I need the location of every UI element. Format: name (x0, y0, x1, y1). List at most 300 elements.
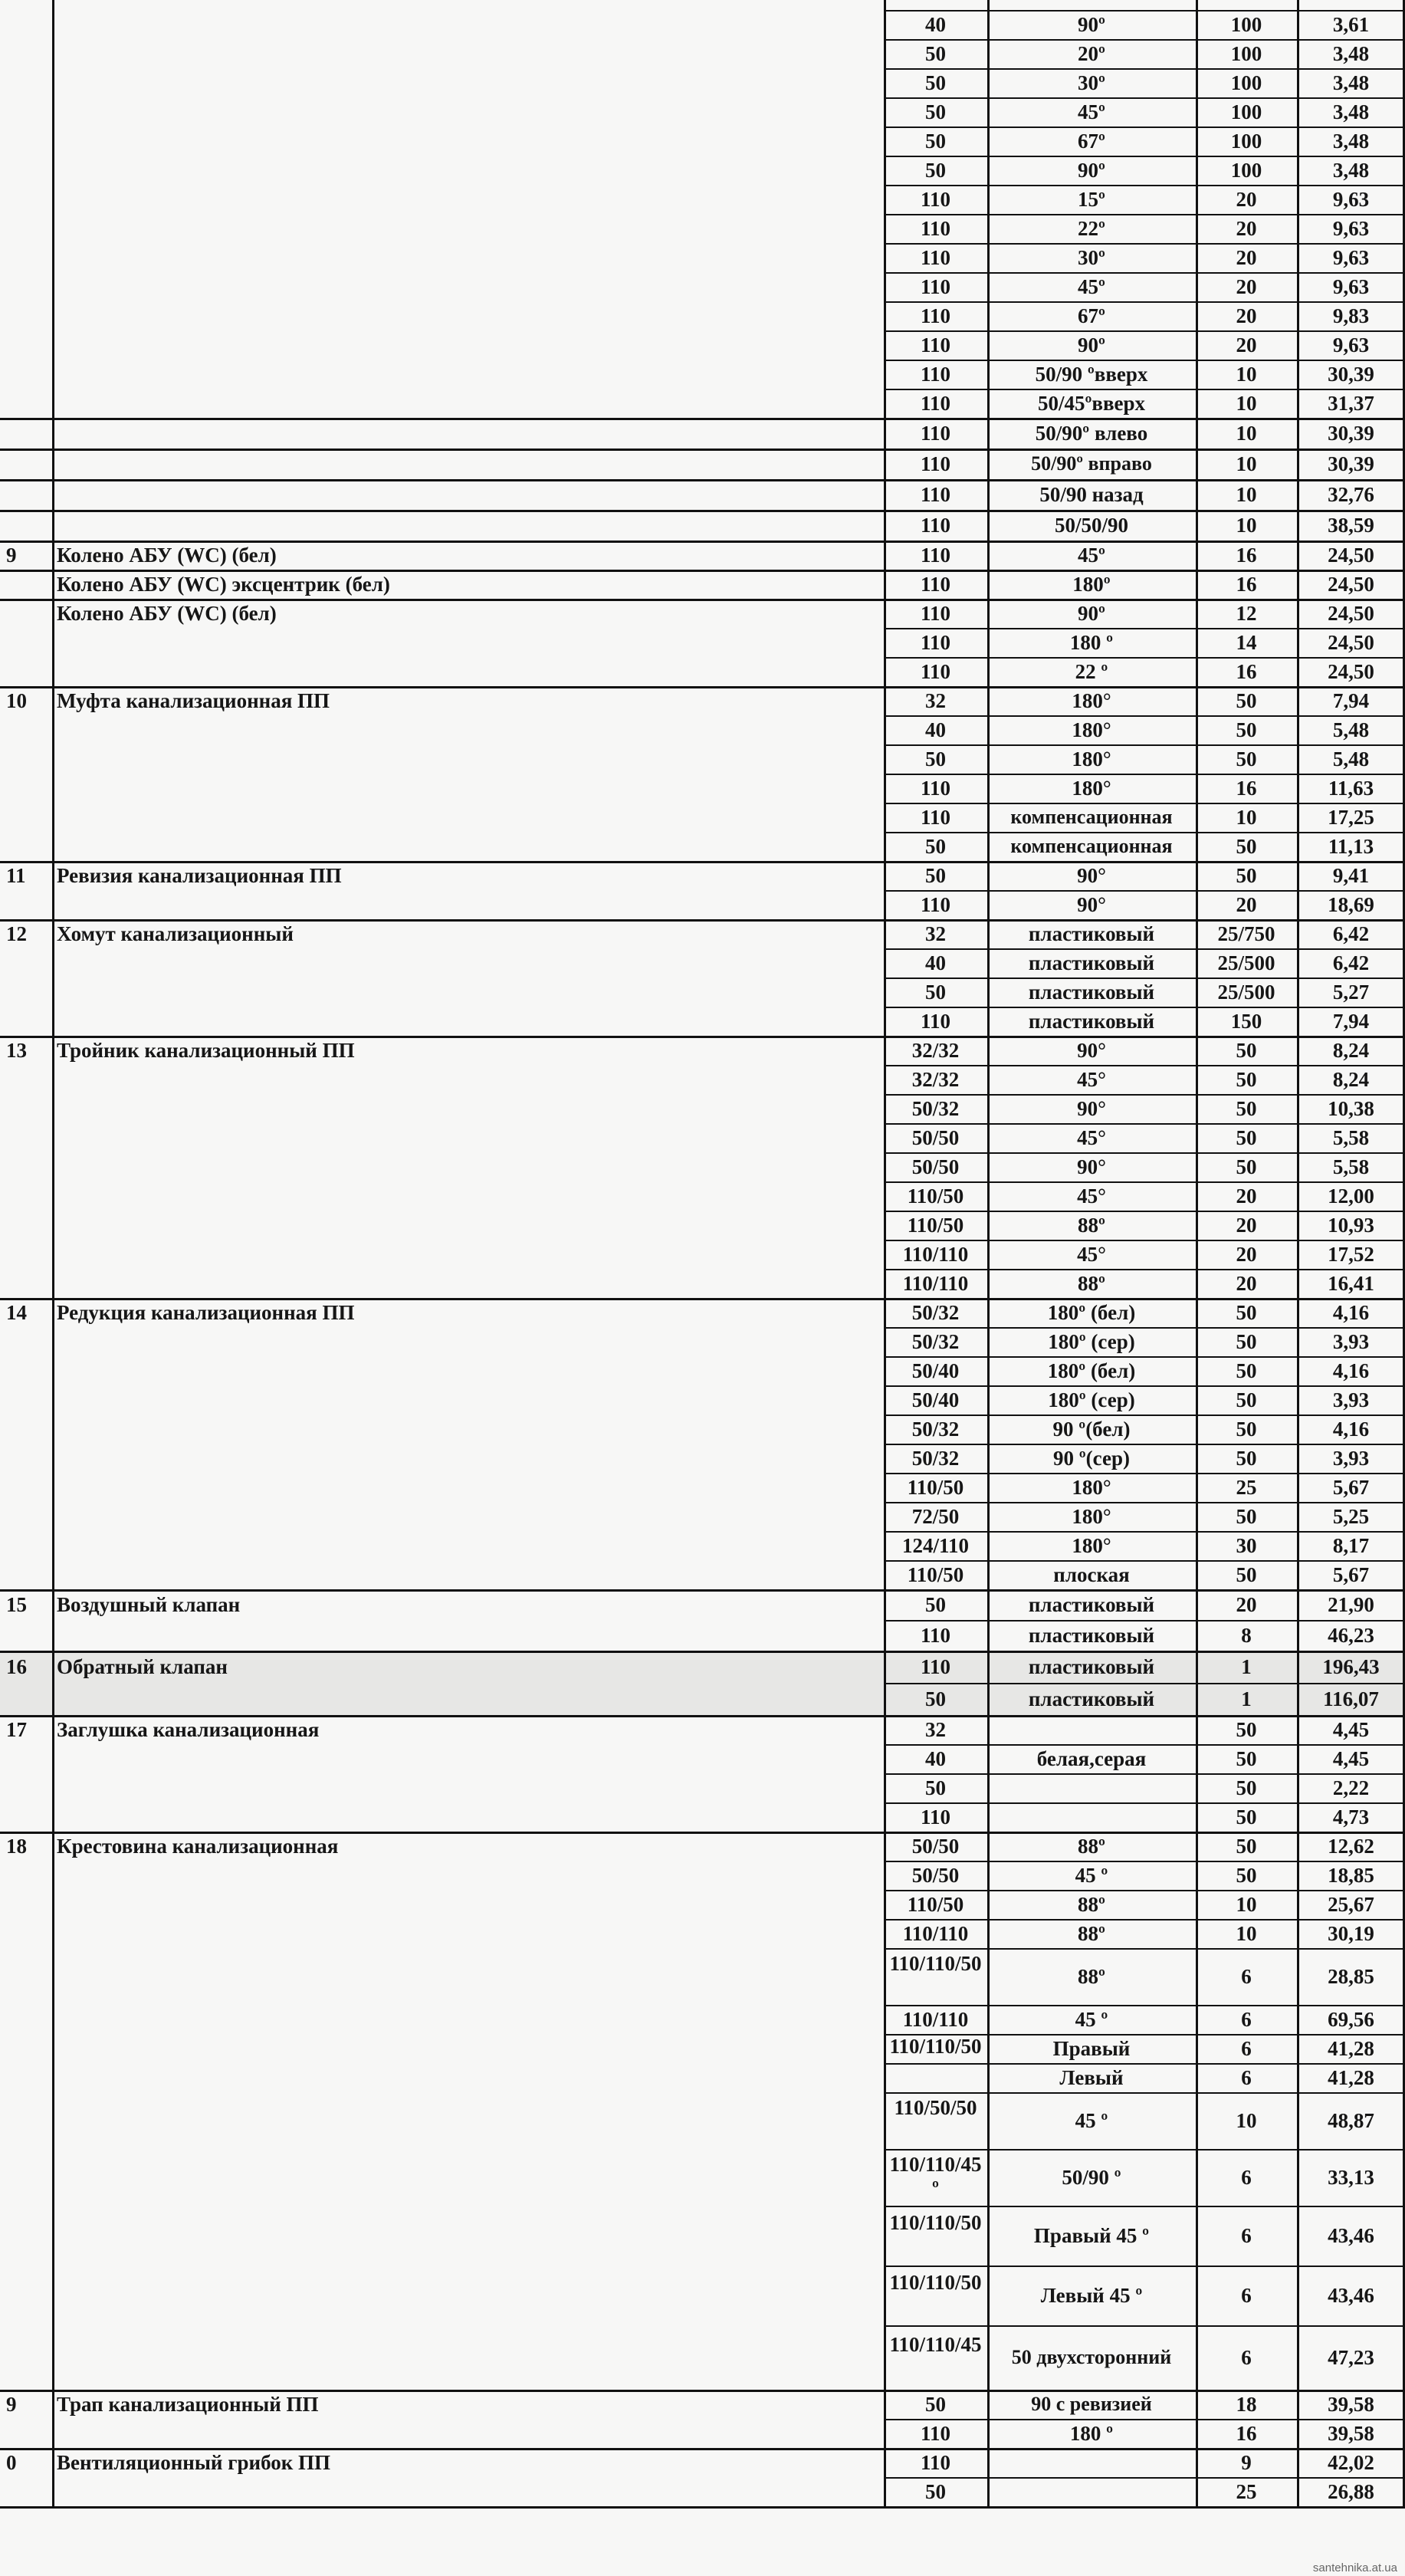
pack-qty-cell: 25/500 (1217, 981, 1275, 1004)
price-cell: 11,13 (1328, 835, 1374, 858)
pack-qty-cell: 50 (1236, 1747, 1257, 1770)
diameter-cell: 110/110/50 (889, 2271, 982, 2294)
price-cell: 30,39 (1328, 452, 1374, 475)
angle-cell: 90° (1077, 1039, 1106, 1062)
price-cell: 41,28 (1328, 2066, 1374, 2089)
angle-cell: 30º (1078, 246, 1105, 269)
pack-qty-cell: 8 (1241, 1624, 1252, 1647)
pack-qty-cell: 100 (1230, 130, 1262, 153)
diameter-cell: 124/110 (901, 1534, 969, 1557)
diameter-cell: 50 (925, 748, 946, 770)
item-number: 18 (6, 1835, 27, 1858)
pack-qty-cell: 50 (1236, 1039, 1257, 1062)
item-name: Муфта канализационная ПП (57, 689, 330, 712)
pack-qty-cell: 50 (1236, 1806, 1257, 1829)
angle-cell: 20º (1078, 42, 1105, 65)
diameter-cell: 110 (920, 422, 950, 445)
price-cell: 4,73 (1332, 1806, 1370, 1829)
angle-cell: 45º (1078, 544, 1105, 567)
angle-cell: 45° (1077, 1243, 1106, 1266)
price-cell: 9,63 (1332, 334, 1370, 356)
pack-qty-cell: 10 (1236, 1893, 1257, 1916)
price-cell: 3,61 (1332, 13, 1370, 36)
item-name: Редукция канализационная ПП (57, 1301, 355, 1324)
pack-qty-cell: 100 (1230, 71, 1262, 94)
angle-cell: 50/90 назад (1039, 483, 1144, 506)
price-cell: 47,23 (1328, 2346, 1374, 2369)
pack-qty-cell: 20 (1236, 304, 1257, 327)
price-cell: 6,42 (1332, 951, 1370, 974)
diameter-cell: 50 (925, 42, 946, 65)
angle-cell: 180° (1072, 748, 1111, 770)
angle-cell: пластиковый (1028, 1010, 1155, 1033)
diameter-cell: 110 (920, 246, 950, 269)
price-cell: 46,23 (1328, 1624, 1374, 1647)
price-cell: 3,48 (1332, 42, 1370, 65)
price-cell: 43,46 (1328, 2284, 1374, 2307)
angle-cell: 45 º (1075, 1864, 1108, 1887)
pack-qty-cell: 50 (1236, 1418, 1257, 1441)
price-cell: 9,63 (1332, 217, 1370, 240)
price-cell: 12,62 (1328, 1835, 1374, 1858)
pack-qty-cell: 50 (1236, 1330, 1257, 1353)
angle-cell: 180º (сер) (1048, 1388, 1135, 1411)
diameter-cell: 50 (925, 1687, 946, 1710)
price-cell: 24,50 (1328, 573, 1374, 596)
item-name: Хомут канализационный (57, 922, 294, 945)
pack-qty-cell: 10 (1236, 483, 1257, 506)
diameter-cell: 110/50/50 (894, 2096, 977, 2119)
diameter-cell: 110 (920, 631, 950, 654)
price-cell: 18,85 (1328, 1864, 1374, 1887)
price-cell: 6,42 (1332, 922, 1370, 945)
price-cell: 39,58 (1328, 2393, 1374, 2416)
angle-cell: 45° (1077, 1184, 1106, 1208)
pack-qty-cell: 25/500 (1217, 951, 1275, 974)
diameter-cell: 110 (920, 544, 950, 567)
diameter-cell: 110 (920, 188, 950, 211)
angle-cell: 45 º (1075, 2109, 1108, 2132)
pack-qty-cell: 30 (1236, 1534, 1257, 1557)
diameter-cell: 110 (920, 217, 950, 240)
diameter-cell: 110/110/50 (889, 1952, 982, 1975)
price-cell: 31,37 (1328, 392, 1374, 415)
angle-cell: 90º (1078, 334, 1105, 356)
diameter-cell: 50/32 (911, 1330, 960, 1353)
item-name: Ревизия канализационная ПП (57, 864, 342, 887)
price-cell: 3,93 (1332, 1388, 1370, 1411)
diameter-cell: 110/110 (902, 1922, 969, 1945)
item-number: 17 (6, 1718, 27, 1741)
diameter-cell: 50/32 (911, 1301, 960, 1324)
diameter-cell: 40 (925, 951, 946, 974)
pack-qty-cell: 50 (1236, 1835, 1257, 1858)
price-cell: 38,59 (1328, 514, 1374, 537)
price-cell: 196,43 (1322, 1655, 1380, 1678)
angle-cell: Правый (1052, 2037, 1131, 2060)
diameter-cell: 110/110/50 (889, 2211, 982, 2234)
diameter-cell: 110 (920, 483, 950, 506)
angle-cell: 88º (1078, 1893, 1105, 1916)
diameter-cell: 50/32 (911, 1418, 960, 1441)
pack-qty-cell: 50 (1236, 1505, 1257, 1528)
angle-cell: 22º (1078, 217, 1105, 240)
price-cell: 4,45 (1332, 1747, 1370, 1770)
price-cell: 8,17 (1332, 1534, 1370, 1557)
diameter-cell: 110 (920, 334, 950, 356)
angle-cell: 90° (1077, 864, 1106, 887)
pack-qty-cell: 10 (1236, 806, 1257, 829)
price-cell: 42,02 (1328, 2451, 1374, 2474)
diameter-cell: 110/50 (907, 1214, 964, 1237)
price-cell: 32,76 (1328, 483, 1374, 506)
diameter-cell: 50/32 (911, 1447, 960, 1470)
diameter-cell: 110 (920, 1655, 950, 1678)
price-cell: 39,58 (1328, 2422, 1374, 2445)
diameter-cell: 32/32 (911, 1068, 960, 1091)
diameter-cell: 110/110 (902, 1243, 969, 1266)
diameter-cell: 110 (920, 304, 950, 327)
price-cell: 3,93 (1332, 1447, 1370, 1470)
price-cell: 10,38 (1328, 1097, 1374, 1120)
pack-qty-cell: 6 (1241, 2166, 1252, 2189)
diameter-cell: 50/50 (911, 1155, 960, 1178)
price-cell: 24,50 (1328, 602, 1374, 625)
angle-cell: 90º (1078, 13, 1105, 36)
diameter-cell: 110/110/45 (889, 2333, 982, 2356)
item-number: 16 (6, 1655, 27, 1678)
item-number: 10 (6, 689, 27, 712)
angle-cell: 67º (1078, 130, 1105, 153)
angle-cell: пластиковый (1028, 981, 1155, 1004)
item-number: 15 (6, 1593, 27, 1616)
pack-qty-cell: 50 (1236, 1563, 1257, 1586)
pack-qty-cell: 20 (1236, 334, 1257, 356)
diameter-cell: 110 (920, 806, 950, 829)
price-cell: 5,58 (1332, 1126, 1370, 1149)
angle-cell: 180° (1072, 689, 1111, 712)
pack-qty-cell: 50 (1236, 1388, 1257, 1411)
angle-cell: 90° (1077, 1097, 1106, 1120)
pack-qty-cell: 20 (1236, 275, 1257, 298)
pack-qty-cell: 100 (1230, 159, 1262, 182)
diameter-cell: 110 (920, 1624, 950, 1647)
diameter-cell: 32 (925, 689, 946, 712)
price-cell: 21,90 (1328, 1593, 1374, 1616)
price-cell: 24,50 (1328, 660, 1374, 683)
angle-cell: 50/90º вправо (1031, 452, 1152, 475)
price-cell: 9,63 (1332, 275, 1370, 298)
pack-qty-cell: 6 (1241, 2346, 1252, 2369)
diameter-cell: 50 (925, 159, 946, 182)
pack-qty-cell: 16 (1236, 660, 1257, 683)
pack-qty-cell: 20 (1236, 246, 1257, 269)
diameter-cell: 110/110 (902, 2008, 969, 2031)
price-cell: 3,93 (1332, 1330, 1370, 1353)
price-cell: 9,83 (1332, 304, 1370, 327)
angle-cell: 88º (1078, 1965, 1105, 1988)
pack-qty-cell: 20 (1236, 217, 1257, 240)
diameter-cell: 110 (920, 602, 950, 625)
angle-cell: компенсационная (1010, 835, 1173, 857)
pack-qty-cell: 6 (1241, 2008, 1252, 2031)
angle-cell: Правый 45 º (1033, 2224, 1150, 2247)
pack-qty-cell: 20 (1236, 188, 1257, 211)
price-cell: 116,07 (1323, 1687, 1379, 1710)
diameter-cell: 110/110/45 º (889, 2153, 982, 2200)
angle-cell: 45° (1077, 1068, 1106, 1091)
diameter-cell: 32 (925, 922, 946, 945)
diameter-cell: 50 (925, 1776, 946, 1799)
price-cell: 30,19 (1328, 1922, 1374, 1945)
price-cell: 9,63 (1332, 188, 1370, 211)
diameter-cell: 110/110 (902, 1272, 969, 1295)
diameter-cell: 50 (925, 2480, 946, 2503)
pack-qty-cell: 6 (1241, 2066, 1252, 2089)
item-name: Крестовина канализационная (57, 1835, 339, 1858)
angle-cell: пластиковый (1028, 1655, 1155, 1678)
item-number: 0 (6, 2451, 17, 2474)
pack-qty-cell: 50 (1236, 1359, 1257, 1382)
item-name: Трап канализационный ПП (57, 2393, 319, 2416)
angle-cell: 90º (1078, 602, 1105, 625)
diameter-cell: 110 (920, 660, 950, 683)
pack-qty-cell: 16 (1236, 544, 1257, 567)
price-cell: 25,67 (1328, 1893, 1374, 1916)
angle-cell: пластиковый (1028, 1593, 1155, 1616)
pack-qty-cell: 10 (1236, 1922, 1257, 1945)
angle-cell: 180° (1072, 1476, 1111, 1499)
angle-cell: 180º (бел) (1047, 1359, 1136, 1382)
price-cell: 24,50 (1328, 544, 1374, 567)
angle-cell: 180° (1072, 1534, 1111, 1557)
pack-qty-cell: 20 (1236, 1272, 1257, 1295)
diameter-cell: 110 (920, 573, 950, 596)
pack-qty-cell: 6 (1241, 2284, 1252, 2307)
diameter-cell: 110 (920, 2422, 950, 2445)
angle-cell: 180° (1072, 777, 1111, 800)
item-number: 12 (6, 922, 27, 945)
pack-qty-cell: 20 (1236, 893, 1257, 916)
price-cell: 5,67 (1332, 1563, 1370, 1586)
diameter-cell: 50 (925, 864, 946, 887)
pack-qty-cell: 50 (1236, 1097, 1257, 1120)
item-number: 11 (6, 864, 26, 887)
diameter-cell: 110 (920, 363, 950, 386)
angle-cell: компенсационная (1010, 806, 1173, 828)
diameter-cell: 110 (920, 452, 950, 475)
diameter-cell: 110/50 (907, 1476, 964, 1499)
angle-cell: 180º (сер) (1048, 1330, 1135, 1353)
price-cell: 69,56 (1328, 2008, 1374, 2031)
angle-cell: 180º (бел) (1047, 1301, 1136, 1324)
price-cell: 3,48 (1332, 100, 1370, 123)
angle-cell: 88º (1078, 1272, 1105, 1295)
diameter-cell: 50/50 (911, 1864, 960, 1887)
price-cell: 43,46 (1328, 2224, 1374, 2247)
angle-cell: 50/45ºвверх (1037, 392, 1146, 415)
diameter-cell: 40 (925, 718, 946, 741)
item-name: Заглушка канализационная (57, 1718, 320, 1741)
pack-qty-cell: 12 (1236, 602, 1257, 625)
item-number: 9 (6, 544, 17, 567)
pack-qty-cell: 10 (1236, 422, 1257, 445)
diameter-cell: 50 (925, 981, 946, 1004)
angle-cell: 67º (1078, 304, 1105, 327)
diameter-cell: 50 (925, 835, 946, 858)
angle-cell: пластиковый (1028, 1624, 1155, 1647)
angle-cell: 88º (1078, 1835, 1105, 1858)
diameter-cell: 110/50 (907, 1184, 964, 1208)
pack-qty-cell: 14 (1236, 631, 1257, 654)
price-cell: 4,16 (1332, 1418, 1370, 1441)
pack-qty-cell: 16 (1236, 573, 1257, 596)
diameter-cell: 110 (920, 1806, 950, 1829)
price-cell: 4,16 (1332, 1301, 1370, 1324)
diameter-cell: 50 (925, 100, 946, 123)
pack-qty-cell: 50 (1236, 1776, 1257, 1799)
price-cell: 10,93 (1328, 1214, 1374, 1237)
pack-qty-cell: 6 (1241, 2224, 1252, 2247)
angle-cell: 50/50/90 (1054, 514, 1128, 537)
pack-qty-cell: 20 (1236, 1243, 1257, 1266)
pack-qty-cell: 1 (1241, 1655, 1252, 1678)
price-cell: 30,39 (1328, 422, 1374, 445)
angle-cell: 180 º (1069, 2422, 1114, 2445)
diameter-cell: 110 (920, 777, 950, 800)
price-cell: 8,24 (1332, 1068, 1370, 1091)
price-cell: 5,67 (1332, 1476, 1370, 1499)
diameter-cell: 50 (925, 130, 946, 153)
diameter-cell: 110/50 (907, 1893, 964, 1916)
angle-cell: 15º (1078, 188, 1105, 211)
price-cell: 28,85 (1328, 1965, 1374, 1988)
price-cell: 16,41 (1328, 1272, 1374, 1295)
diameter-cell: 110 (920, 893, 950, 916)
pack-qty-cell: 16 (1236, 2422, 1257, 2445)
price-cell: 7,94 (1332, 1010, 1370, 1033)
price-cell: 5,58 (1332, 1155, 1370, 1178)
price-cell: 3,48 (1332, 71, 1370, 94)
pack-qty-cell: 20 (1236, 1214, 1257, 1237)
price-cell: 3,48 (1332, 130, 1370, 153)
source-stamp: santehnika.at.ua (1312, 2561, 1397, 2574)
angle-cell: 50/90º влево (1035, 422, 1148, 445)
pack-qty-cell: 18 (1236, 2393, 1257, 2416)
price-cell: 5,48 (1332, 748, 1370, 770)
angle-cell: 180 º (1069, 631, 1114, 654)
diameter-cell: 40 (925, 13, 946, 36)
angle-cell: Левый (1059, 2066, 1124, 2089)
item-name: Воздушный клапан (57, 1593, 241, 1616)
pack-qty-cell: 50 (1236, 864, 1257, 887)
pack-qty-cell: 10 (1236, 363, 1257, 386)
diameter-cell: 110 (920, 2451, 950, 2474)
diameter-cell: 110 (920, 1010, 950, 1033)
angle-cell: 90 º(сер) (1053, 1447, 1130, 1470)
pack-qty-cell: 50 (1236, 1068, 1257, 1091)
pack-qty-cell: 6 (1241, 1965, 1252, 1988)
angle-cell: 22 º (1075, 660, 1108, 683)
angle-cell: 45º (1078, 275, 1105, 298)
pack-qty-cell: 20 (1236, 1593, 1257, 1616)
pack-qty-cell: 50 (1236, 1155, 1257, 1178)
angle-cell: пластиковый (1028, 951, 1155, 974)
diameter-cell: 32 (925, 1718, 946, 1741)
item-number: 13 (6, 1039, 27, 1062)
pack-qty-cell: 9 (1241, 2451, 1252, 2474)
price-cell: 9,41 (1332, 864, 1370, 887)
angle-cell: 180° (1072, 1505, 1111, 1528)
pack-qty-cell: 25 (1236, 2480, 1257, 2503)
item-name: Колено АБУ (WC) (бел) (57, 544, 277, 567)
price-cell: 26,88 (1328, 2480, 1374, 2503)
pack-qty-cell: 100 (1230, 13, 1262, 36)
price-cell: 5,25 (1332, 1505, 1370, 1528)
price-cell: 2,22 (1332, 1776, 1370, 1799)
pack-qty-cell: 10 (1236, 2109, 1257, 2132)
column-rule (52, 0, 54, 2506)
angle-cell: 90° (1077, 1155, 1106, 1178)
price-cell: 17,52 (1328, 1243, 1374, 1266)
item-name: Вентиляционный грибок ПП (57, 2451, 331, 2474)
diameter-cell: 110 (920, 275, 950, 298)
item-number: 9 (6, 2393, 17, 2416)
angle-cell: 45° (1077, 1126, 1106, 1149)
pack-qty-cell: 20 (1236, 1184, 1257, 1208)
item-name: Колено АБУ (WC) эксцентрик (бел) (57, 573, 390, 596)
angle-cell: 45 º (1075, 2008, 1108, 2031)
price-cell: 33,13 (1328, 2166, 1374, 2189)
pack-qty-cell: 25/750 (1217, 922, 1275, 945)
diameter-cell: 50 (925, 1593, 946, 1616)
pack-qty-cell: 25 (1236, 1476, 1257, 1499)
pack-qty-cell: 6 (1241, 2037, 1252, 2060)
price-cell: 18,69 (1328, 893, 1374, 916)
pack-qty-cell: 16 (1236, 777, 1257, 800)
diameter-cell: 50/40 (911, 1359, 960, 1382)
pack-qty-cell: 50 (1236, 1718, 1257, 1741)
item-name: Колено АБУ (WC) (бел) (57, 602, 277, 625)
diameter-cell: 50 (925, 2393, 946, 2416)
pack-qty-cell: 10 (1236, 514, 1257, 537)
pack-qty-cell: 10 (1236, 392, 1257, 415)
price-cell: 48,87 (1328, 2109, 1374, 2132)
diameter-cell: 50/50 (911, 1835, 960, 1858)
price-cell: 30,39 (1328, 363, 1374, 386)
item-name: Обратный клапан (57, 1655, 228, 1678)
diameter-cell: 110 (920, 514, 950, 537)
pack-qty-cell: 10 (1236, 452, 1257, 475)
angle-cell: пластиковый (1028, 1687, 1155, 1710)
pack-qty-cell: 50 (1236, 689, 1257, 712)
angle-cell: 90 с ревизией (1031, 2393, 1152, 2415)
price-cell: 3,48 (1332, 159, 1370, 182)
pack-qty-cell: 50 (1236, 1301, 1257, 1324)
pack-qty-cell: 150 (1230, 1010, 1262, 1033)
price-cell: 7,94 (1332, 689, 1370, 712)
price-cell: 24,50 (1328, 631, 1374, 654)
item-name: Тройник канализационный ПП (57, 1039, 355, 1062)
price-cell: 17,25 (1328, 806, 1374, 829)
angle-cell: пластиковый (1028, 922, 1155, 945)
row-rule (0, 2506, 1405, 2509)
diameter-cell: 40 (925, 1747, 946, 1770)
angle-cell: 90° (1077, 893, 1106, 916)
price-cell: 11,63 (1328, 777, 1374, 800)
diameter-cell: 50/32 (911, 1097, 960, 1120)
price-cell: 9,63 (1332, 246, 1370, 269)
